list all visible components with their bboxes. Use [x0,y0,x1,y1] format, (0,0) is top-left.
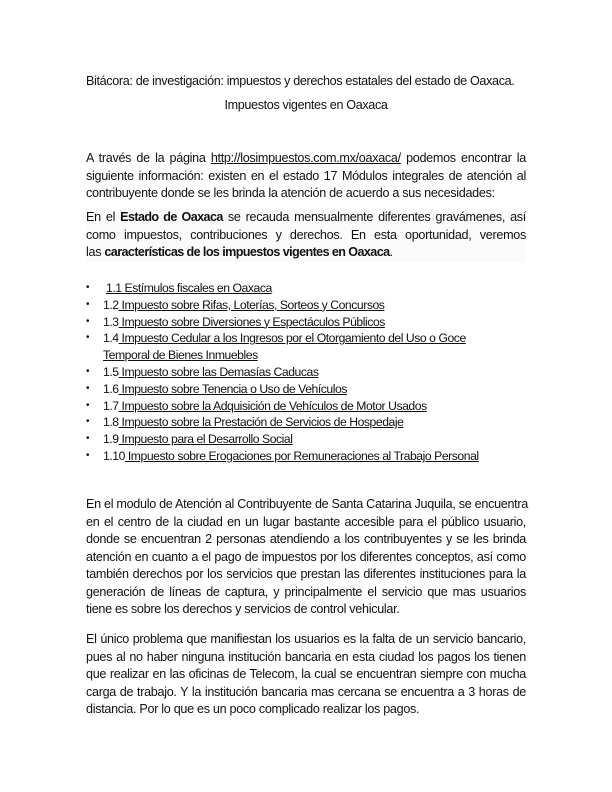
item-number: 1.4 [103,331,119,346]
item-link[interactable]: Impuesto sobre las Demasías Caducas [118,364,319,379]
tax-list-item[interactable] [86,381,479,398]
item-link[interactable]: Impuesto sobre Erogaciones por Remuneraciones al Trabajo Personal [124,448,479,463]
state-text: las [86,245,105,259]
bullet-icon: • [86,399,90,411]
intro-text: A través de la página [86,151,211,165]
state-paragraph [86,209,526,262]
bullet-icon: • [86,332,90,344]
module-line: generación de líneas de captura, y principalmente el servicio que mas usuarios [86,584,526,599]
tax-list-item[interactable] [86,448,479,465]
problem-line: El único problema que manifiestan los usuarios es la falta de un servicio bancario, [86,632,526,646]
tax-list-item[interactable] [86,330,479,364]
tax-list-item[interactable] [86,431,479,448]
intro-paragraph [86,150,526,203]
module-line: también derechos por los servicios que prestan las diferentes instituciones para la [86,567,526,581]
problem-line: carga de trabajo. Y la institución bancaria mas cercana se encuentra a 3 horas de [86,684,526,699]
bullet-icon: • [86,315,90,327]
state-line-1 [86,209,526,227]
tax-list-item[interactable] [86,314,479,331]
item-link[interactable]: Impuesto sobre la Prestación de Servicios de Hospedaje [118,415,404,430]
item-link[interactable]: Estímulos fiscales en Oaxaca [121,281,272,295]
module-line: tiene es sobre los derechos y servicios de control vehicular. [86,602,400,616]
tax-list-item[interactable] [86,297,479,314]
tax-list-item[interactable] [86,414,479,431]
state-text: En el [86,210,121,224]
state-text: . [389,245,393,259]
problem-line: pues al no haber ninguna institución bancaria en esta ciudad los pagos los tienen [86,649,526,664]
module-paragraph [86,496,526,619]
item-number: 1.10 [103,448,125,463]
state-bold-name: Estado de Oaxaca [120,210,223,224]
item-number: 1.8 [103,415,119,430]
module-line: atención en cuanto a el pago de impuestos por los diferentes conceptos, así como [86,549,526,564]
item-link-continuation[interactable]: Temporal de Bienes Inmuebles [103,348,258,363]
state-line-3 [86,244,526,262]
item-number: 1.2 [103,297,119,312]
item-number: 1.6 [103,381,119,396]
item-number: 1.1 [106,281,122,295]
state-text: se recauda mensualmente diferentes gravámenes, así [222,210,526,224]
item-link[interactable]: Impuesto para el Desarrollo Social [118,432,293,447]
item-number: 1.5 [103,364,119,379]
problem-line: distancia. Por lo que es un poco complicado realizar los pagos. [86,702,420,716]
item-link[interactable]: Impuesto sobre la Adquisición de Vehículos de Motor Usados [118,398,427,413]
tax-list-item[interactable] [86,364,479,381]
bullet-icon: • [86,449,90,461]
tax-list-item[interactable] [86,280,479,297]
module-line: En el modulo de Atención al Contribuyente de Santa Catarina Juquila, se encuentra [86,497,528,511]
item-link[interactable]: Impuesto sobre Diversiones y Espectáculos Públicos [118,314,385,329]
item-number: 1.9 [103,432,119,447]
bullet-icon: • [86,282,90,293]
item-link[interactable]: Impuesto Cedular a los Ingresos por el Otorgamiento del Uso o Goce [118,331,466,346]
problem-line: que realizar en las oficinas de Telecom, la cual se encuentran siempre con mucha [86,667,526,681]
state-bold-phrase: características de los impuestos vigentes en Oaxaca [104,245,390,259]
bullet-icon: • [86,298,90,310]
module-line: donde se encuentran 2 personas atendiendo a los contribuyentes y se les brinda [86,532,526,546]
intro-line-3: contribuyente donde se les brinda la atención de acuerdo a sus necesidades: [86,186,495,200]
bullet-icon: • [86,433,90,445]
problem-paragraph [86,631,526,719]
item-number: 1.7 [103,398,119,413]
bullet-icon: • [86,416,90,428]
intro-line-2: siguiente información: existen en el estado 17 Módulos integrales de atención al [86,168,526,183]
intro-text: podemos encontrar la [400,151,526,165]
losimpuestos-link[interactable]: http://losimpuestos.com.mx/oaxaca/ [210,151,401,165]
bullet-icon: • [86,382,90,394]
intro-line-1 [86,150,526,168]
item-link[interactable]: Impuesto sobre Rifas, Loterías, Sorteos y Concursos [118,297,385,312]
document-title: Bitácora: de investigación: impuestos y derechos estatales del estado de Oaxaca. [86,74,515,88]
tax-list [86,280,479,465]
item-number: 1.3 [103,314,119,329]
document-subtitle: Impuestos vigentes en Oaxaca [224,98,388,112]
item-link[interactable]: Impuesto sobre Tenencia o Uso de Vehículos [118,381,347,396]
bullet-icon: • [86,365,90,377]
module-line: en el centro de la ciudad en un lugar bastante accesible para el público usuario, [86,514,526,529]
state-line-2: como impuestos, contribuciones y derechos. En esta oportunidad, veremos [86,227,526,242]
tax-list-item[interactable] [86,398,479,415]
